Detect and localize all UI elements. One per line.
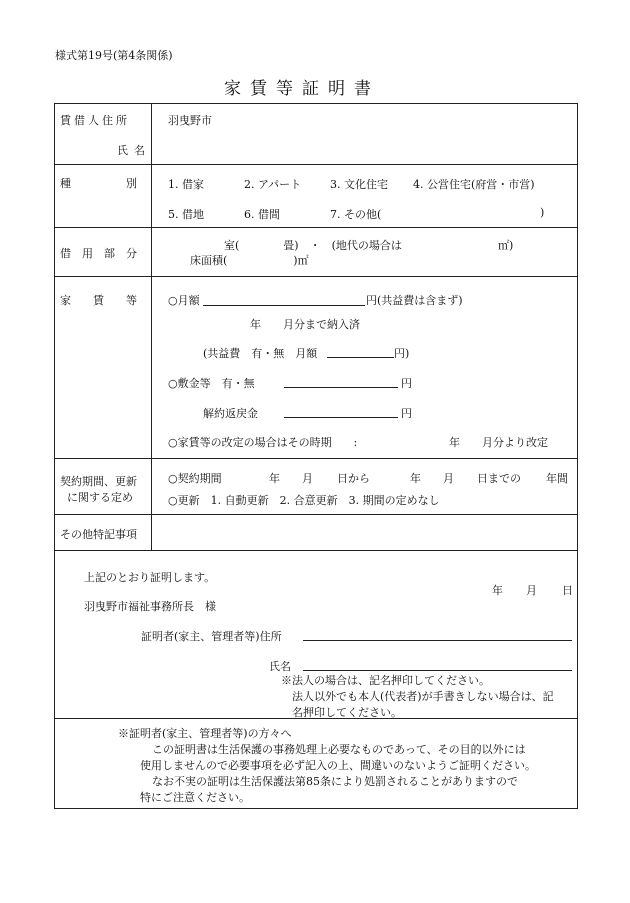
type-option-house[interactable]: 1. 借家	[168, 178, 204, 191]
rent-monthly-label: ○月額	[168, 294, 200, 307]
deposit-label: ○敷金等 有・無	[168, 377, 255, 390]
rent-monthly-suffix: 円(共益費は含まず)	[366, 294, 463, 307]
page-title: 家賃等証明書	[224, 79, 380, 99]
addressee: 羽曳野市福祉事務所長 様	[84, 600, 216, 613]
type-option-room[interactable]: 6. 借間	[244, 208, 280, 221]
cert-date-year[interactable]: 年	[492, 584, 503, 597]
other-notes-field[interactable]	[160, 520, 570, 544]
contract-label-line2: に関する定め	[67, 491, 133, 504]
contract-start-month: 月	[302, 472, 313, 485]
contract-end-day: 日までの	[477, 472, 521, 485]
contract-label-line1: 契約期間、更新	[60, 475, 137, 488]
contract-renewal[interactable]: ○更新 1. 自動更新 2. 合意更新 3. 期間の定めなし	[168, 494, 440, 507]
refund-field[interactable]	[284, 417, 398, 418]
certifier-address-field[interactable]	[303, 640, 572, 641]
cert-date-day[interactable]: 日	[562, 584, 573, 597]
refund-suffix: 円	[401, 407, 412, 420]
corporate-note-1: ※法人の場合は、記名押印してください。	[281, 674, 490, 687]
type-option-land[interactable]: 5. 借地	[168, 208, 204, 221]
contract-start-day: 日から	[337, 472, 370, 485]
notice-line-4: 特にご注意ください。	[140, 791, 250, 804]
contract-period-label: ○契約期間	[168, 472, 222, 485]
type-option-other-close: )	[540, 206, 545, 219]
revision-date[interactable]: 年 月分より改定	[449, 436, 548, 449]
certifier-name-field[interactable]	[303, 670, 572, 671]
usage-floor-area[interactable]: 床面積( )㎡	[190, 254, 309, 267]
rent-monthly-field[interactable]	[203, 305, 365, 306]
other-notes-label: その他特記事項	[60, 528, 137, 541]
rent-label: 家 賃 等	[60, 294, 137, 307]
type-option-other[interactable]: 7. その他(	[330, 208, 382, 221]
deposit-field[interactable]	[284, 387, 398, 388]
revision-label: ○家賃等の改定の場合はその時期 :	[168, 436, 358, 449]
contract-start-year: 年	[269, 472, 280, 485]
notice-line-3: なお不実の証明は生活保護法第85条により処罰されることがありますので	[152, 775, 518, 788]
refund-label: 解約返戻金	[203, 407, 258, 420]
usage-label: 借 用 部 分	[60, 247, 137, 260]
deposit-suffix: 円	[401, 377, 412, 390]
notice-line-1: この証明書は生活保護の事務処理上必要なものであって、その目的以外には	[152, 743, 526, 756]
corporate-note-3: 名押印してください。	[292, 706, 402, 719]
usage-area-unit: ㎡)	[498, 239, 514, 252]
contract-end-year: 年	[410, 472, 421, 485]
common-fee-field[interactable]	[327, 357, 394, 358]
certification-statement: 上記のとおり証明します。	[84, 571, 216, 584]
type-option-apartment[interactable]: 2. アパート	[244, 178, 302, 191]
notice-line-2: 使用しませんので必要事項を必ず記入の上、間違いのないようご証明ください。	[140, 759, 536, 772]
contract-end-month: 月	[443, 472, 454, 485]
tenant-address-value[interactable]: 羽曳野市	[168, 114, 212, 127]
form-number: 様式第19号(第4条関係)	[55, 49, 173, 62]
tenant-name-label: 氏名	[117, 144, 151, 157]
rent-paid-until[interactable]: 年 月分まで納入済	[250, 318, 360, 331]
type-option-bunka[interactable]: 3. 文化住宅	[330, 178, 388, 191]
usage-rooms[interactable]: 室( 畳) ・ (地代の場合は	[224, 239, 402, 252]
tenant-address-label: 賃借人住所	[60, 114, 130, 127]
certifier-name-label: 氏名	[269, 660, 291, 673]
certifier-address-label: 証明者(家主、管理者等)住所	[141, 630, 282, 643]
type-option-public[interactable]: 4. 公営住宅(府営・市営)	[413, 178, 535, 191]
cert-date-month[interactable]: 月	[526, 584, 537, 597]
contract-years: 年間	[546, 472, 568, 485]
type-label: 種 別	[60, 177, 137, 190]
corporate-note-2: 法人以外でも本人(代表者)が手書きしない場合は、記	[292, 690, 554, 703]
common-fee-label: (共益費 有・無 月額	[203, 347, 318, 360]
common-fee-suffix: 円)	[394, 347, 410, 360]
notice-heading: ※証明者(家主、管理者等)の方々へ	[118, 727, 292, 740]
